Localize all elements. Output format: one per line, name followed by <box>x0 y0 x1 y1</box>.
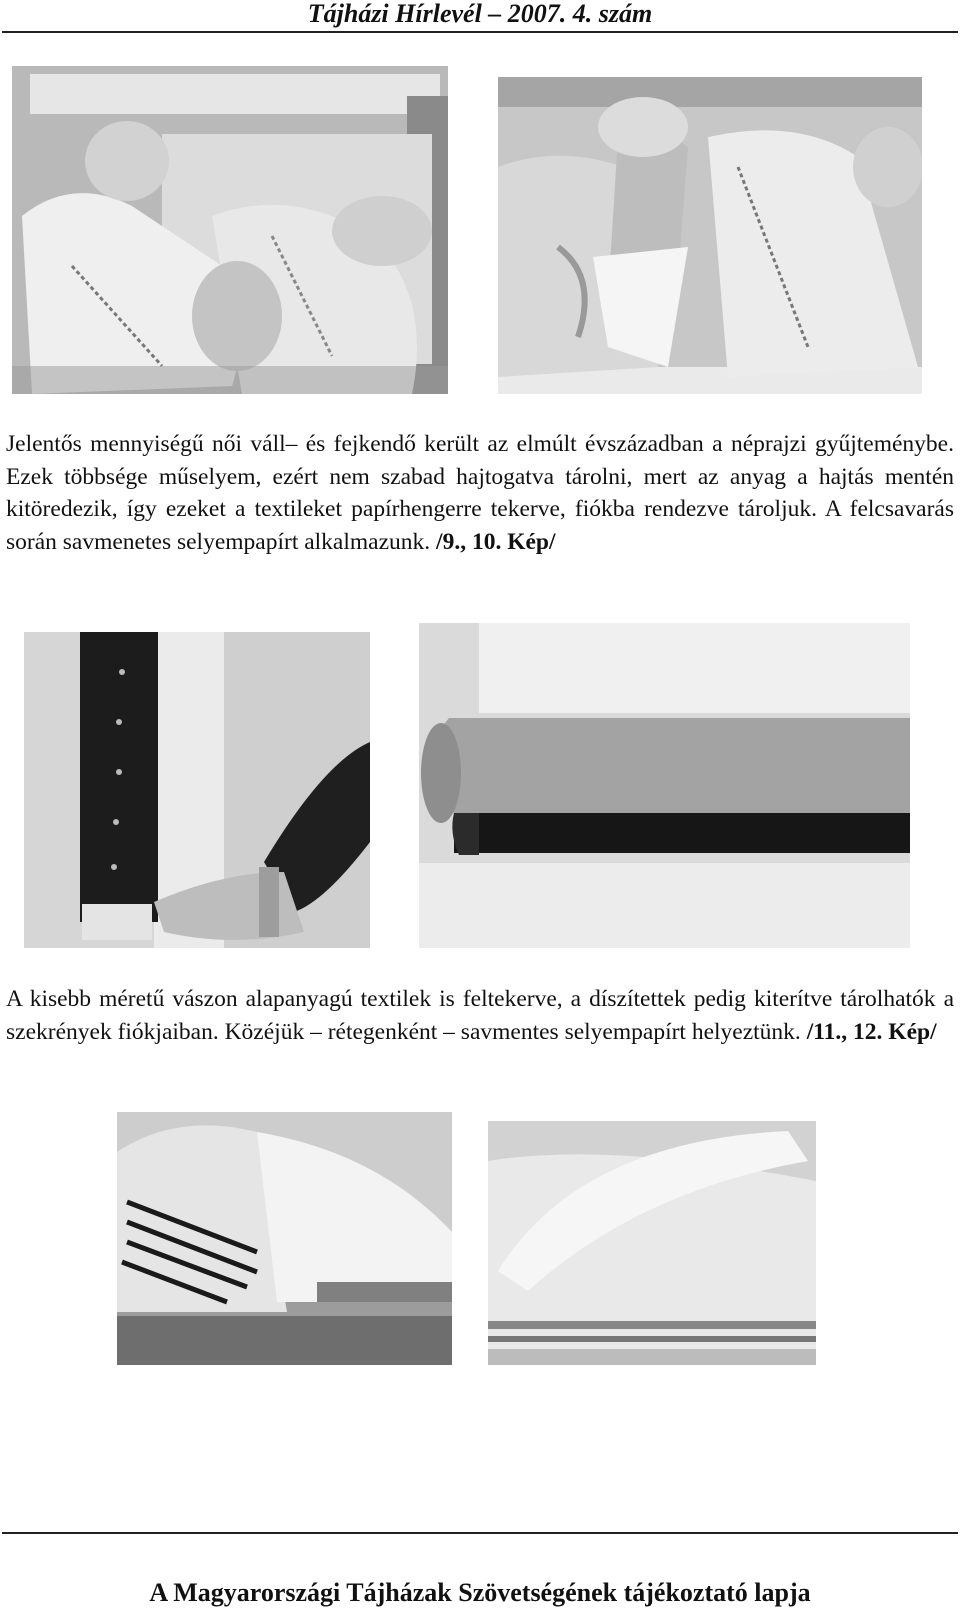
photo-paper-roll-textile <box>419 623 910 948</box>
paragraph-storage-linen <box>6 983 954 1048</box>
paragraph-text: A kisebb méretű vászon alapanyagú textilek is feltekerve, a díszítettek pedig kiterítve tárolhatók a szekrények fiókjaiban. Közéjük – rétegenként – savmentes selyempapírt helyeztünk. <box>6 986 954 1045</box>
page-header <box>0 0 960 34</box>
photo-sheepskin-coat-drawer <box>12 66 448 394</box>
header-rule <box>2 31 958 33</box>
picture-reference: /11., 12. Kép/ <box>806 1018 937 1045</box>
footer-rule <box>2 1532 958 1534</box>
newsletter-title: Tájházi Hírlevél – 2007. 4. szám <box>307 0 653 28</box>
photo-striped-textile-drawer <box>117 1112 452 1365</box>
photo-stacked-linen-tissue <box>488 1121 816 1365</box>
paragraph-text: Jelentős mennyiségű női váll– és fejkendő került az elmúlt évszázadban a néprajzi gyűjteménybe. Ezek többsége műselyem, ezért nem szabad hajtogatva tárolni, mert az anyag a hajtás mentén kitöredezik, így ezeket a textileket papírhengerre tekerve, fiókba rendezve tároljuk. A felcsavarás során savmenetes selyempapírt alkalmazunk. <box>6 431 954 555</box>
paragraph-storage-scarves <box>6 428 954 558</box>
footer-title: A Magyarországi Tájházak Szövetségének tájékoztató lapja <box>149 1578 811 1607</box>
picture-reference: /9., 10. Kép/ <box>436 528 556 555</box>
photo-sheepskin-coat-tissue <box>498 77 922 394</box>
photo-rolling-textile-hand <box>24 632 370 948</box>
